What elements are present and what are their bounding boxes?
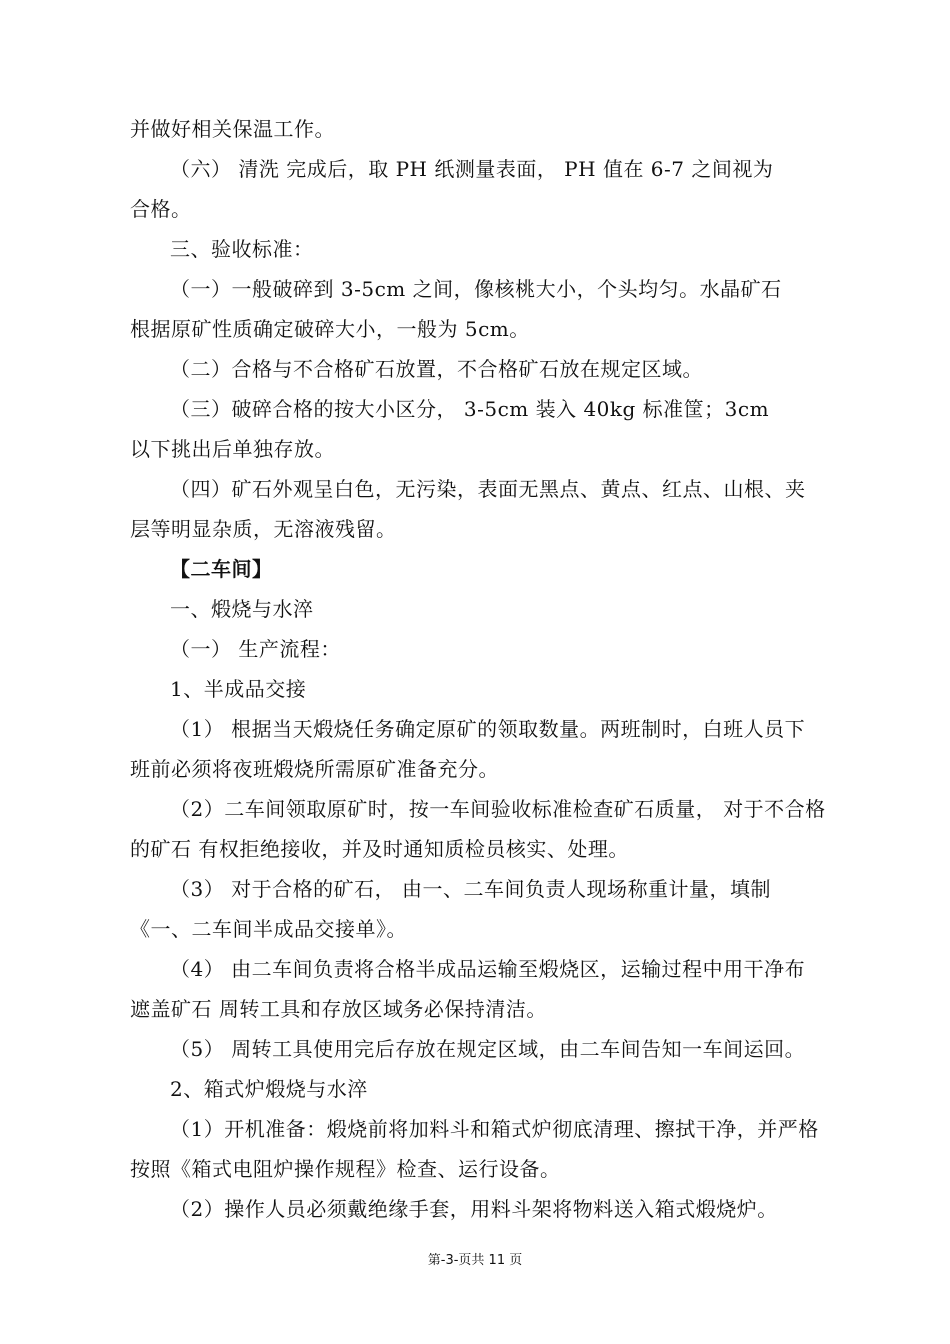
text-line: （1） 根据当天煅烧任务确定原矿的领取数量。两班制时，白班人员下	[170, 717, 806, 741]
subsection-heading: （一） 生产流程：	[170, 637, 341, 661]
item-heading: 2、箱式炉煅烧与水淬	[170, 1077, 368, 1101]
text-line: （二）合格与不合格矿石放置，不合格矿石放在规定区域。	[170, 357, 703, 381]
page-footer: 第-3-页共 11 页	[427, 1253, 523, 1268]
text-line: （2）二车间领取原矿时，按一车间验收标准检查矿石质量， 对于不合格	[170, 797, 826, 821]
text-line: 合格。	[130, 197, 192, 221]
text-line: （3） 对于合格的矿石， 由一、二车间负责人现场称重计量，填制	[170, 877, 771, 901]
text-line: 《一、二车间半成品交接单》。	[130, 917, 407, 941]
text-line: 的矿石 有权拒绝接收，并及时通知质检员核实、处理。	[130, 837, 629, 861]
section-heading: 三、验收标准：	[170, 237, 314, 261]
section-heading: 一、煅烧与水淬	[170, 597, 314, 621]
item-heading: 1、半成品交接	[170, 677, 307, 701]
text-line: （4） 由二车间负责将合格半成品运输至煅烧区，运输过程中用干净布	[170, 957, 806, 981]
text-line: （三）破碎合格的按大小区分， 3-5cm 装入 40kg 标准筐；3cm	[170, 397, 770, 421]
text-line: （六） 清洗 完成后，取 PH 纸测量表面， PH 值在 6-7 之间视为	[170, 157, 774, 181]
text-line: 按照《箱式电阻炉操作规程》检查、运行设备。	[130, 1157, 561, 1181]
text-line: 以下挑出后单独存放。	[130, 437, 335, 461]
text-line: 层等明显杂质，无溶液残留。	[130, 517, 397, 541]
text-line: （5） 周转工具使用完后存放在规定区域，由二车间告知一车间运回。	[170, 1037, 806, 1061]
text-line: （四）矿石外观呈白色，无污染，表面无黑点、黄点、红点、山根、夹	[170, 477, 806, 501]
text-line: （一）一般破碎到 3-5cm 之间，像核桃大小，个头均匀。水晶矿石	[170, 277, 782, 301]
text-line: 根据原矿性质确定破碎大小，一般为 5cm。	[130, 317, 530, 341]
text-line: 班前必须将夜班煅烧所需原矿准备充分。	[130, 757, 499, 781]
text-line: 并做好相关保温工作。	[130, 117, 335, 141]
text-line: （1）开机准备：煅烧前将加料斗和箱式炉彻底清理、擦拭干净，并严格	[170, 1117, 819, 1141]
text-line: 遮盖矿石 周转工具和存放区域务必保持清洁。	[130, 997, 547, 1021]
workshop-heading: 【二车间】	[170, 557, 273, 581]
text-line: （2）操作人员必须戴绝缘手套，用料斗架将物料送入箱式煅烧炉。	[170, 1197, 778, 1221]
